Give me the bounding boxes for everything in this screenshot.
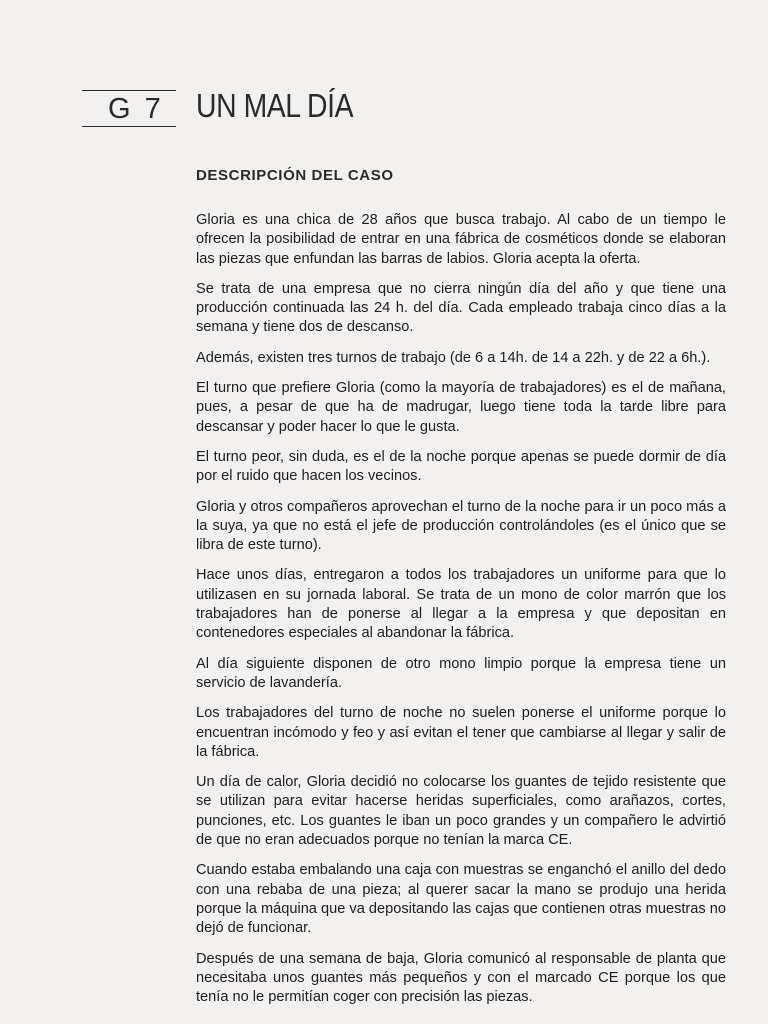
section-heading: DESCRIPCIÓN DEL CASO <box>196 167 394 184</box>
case-code: G 7 <box>108 93 164 125</box>
paragraph-5: El turno peor, sin duda, es el de la noche porque apenas se puede dormir de día por el ruido que hacen los vecinos. <box>196 448 726 485</box>
paragraph-10: Un día de calor, Gloria decidió no colocarse los guantes de tejido resistente que se utilizan para evitar hacerse heridas superficiales, como arañazos, cortes, punciones, etc. Los guantes le iban un poco grandes y un compañero le advirtió de que no eran adecuados porque no tenían la marca CE. <box>196 774 726 849</box>
paragraph-12: Después de una semana de baja, Gloria comunicó al responsable de planta que necesitaba unos guantes más pequeños y con el marcado CE porque los que tenía no le permitían coger con precisión las piezas. <box>196 950 726 1006</box>
paragraph-4: El turno que prefiere Gloria (como la mayoría de trabajadores) es el de mañana, pues, a pesar de que ha de madrugar, luego tiene toda la tarde libre para descansar y poder hacer lo que le gusta. <box>196 380 726 435</box>
paragraph-9: Los trabajadores del turno de noche no suelen ponerse el uniforme porque lo encuentran incómodo y feo y así evitan el tener que cambiarse al llegar y salir de la fábrica. <box>196 705 726 760</box>
paragraph-2: Se trata de una empresa que no cierra ningún día del año y que tiene una producción continuada las 24 h. del día. Cada empleado trabaja cinco días a la semana y tiene dos de descanso. <box>196 280 726 336</box>
paragraph-1: Gloria es una chica de 28 años que busca trabajo. Al cabo de un tiempo le ofrecen la posibilidad de entrar en una fábrica de cosméticos donde se elaboran las piezas que enfundan las barras de labios. Gloria acepta la oferta. <box>196 212 726 267</box>
case-title: UN MAL DÍA <box>196 87 354 124</box>
case-description-body <box>196 211 726 1018</box>
paragraph-8: Al día siguiente disponen de otro mono limpio porque la empresa tiene un servicio de lavandería. <box>196 655 726 691</box>
paragraph-6: Gloria y otros compañeros aprovechan el turno de la noche para ir un poco más a la suya, ya que no está el jefe de producción controlándoles (es el único que se libra de este turno). <box>196 498 726 554</box>
paragraph-3: Además, existen tres turnos de trabajo (de 6 a 14h. de 14 a 22h. y de 22 a 6h.). <box>196 349 711 366</box>
paragraph-7: Hace unos días, entregaron a todos los trabajadores un uniforme para que lo utilizasen en su jornada laboral. Se trata de un mono de color marrón que los trabajadores han de ponerse al llegar a la empresa y que depositan en contenedores especiales al abandonar la fábrica. <box>196 567 726 642</box>
paragraph-11: Cuando estaba embalando una caja con muestras se enganchó el anillo del dedo con una rebaba de una pieza; al querer sacar la mano se produjo una herida porque la máquina que va depositando las cajas que contienen otras muestras no dejó de funcionar. <box>196 862 726 937</box>
